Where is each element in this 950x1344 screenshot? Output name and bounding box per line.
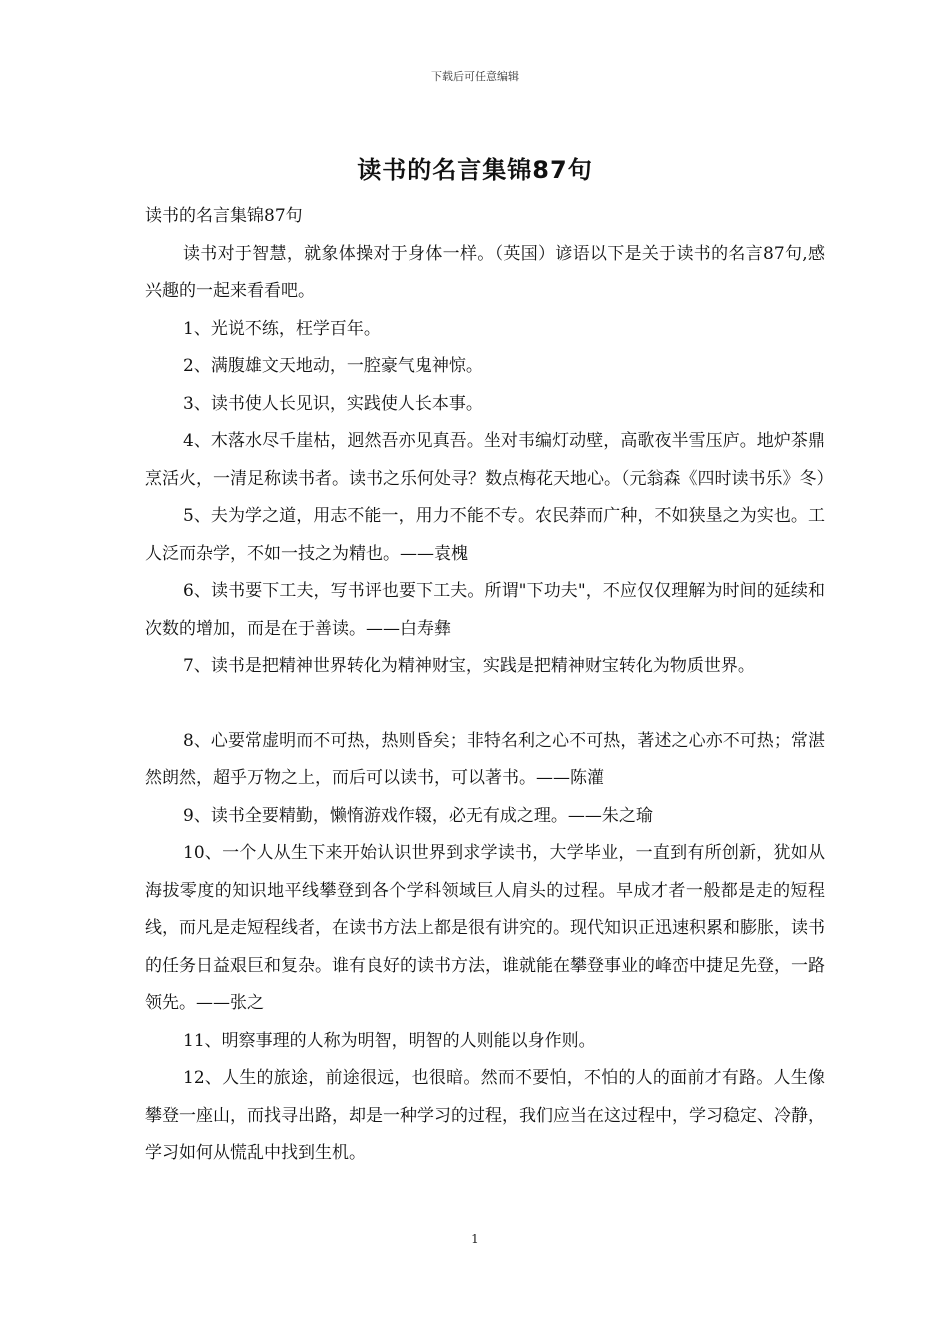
document-body (145, 198, 834, 1173)
quote-item: 8、心要常虚明而不可热，热则昏矣；非特名利之心不可热，著述之心亦不可热；常湛然朗然，超乎万物之上，而后可以读书，可以著书。——陈灌 (145, 730, 825, 788)
quote-item: 7、读书是把精神世界转化为精神财宝，实践是把精神财宝转化为物质世界。 (183, 656, 755, 676)
quote-item: 12、人生的旅途，前途很远，也很暗。然而不要怕，不怕的人的面前才有路。人生像攀登一座山，而找寻出路，却是一种学习的过程，我们应当在这过程中，学习稳定、冷静，学习如何从慌乱中找到生机。 (145, 1068, 825, 1163)
header-note: 下载后可任意编辑 (431, 70, 519, 83)
quote-item: 11、明察事理的人称为明智，明智的人则能以身作则。 (183, 1030, 596, 1051)
quote-item: 5、夫为学之道，用志不能一，用力不能不专。农民莽而广种，不如狭垦之为实也。工人泛而杂学，不如一技之为精也。——袁槐 (145, 506, 825, 564)
quote-item: 9、读书全要精勤，懒惰游戏作辍，必无有成之理。——朱之瑜 (183, 805, 653, 826)
quote-item: 1、光说不练，枉学百年。 (183, 318, 381, 339)
paragraph-gap (145, 686, 825, 723)
quote-item: 3、读书使人长见识，实践使人长本事。 (183, 393, 483, 414)
quote-item: 6、读书要下工夫，写书评也要下工夫。所谓"下功夫"，不应仅仅理解为时间的延续和次数的增加，而是在于善读。——白寿彝 (145, 581, 825, 639)
quote-item: 10、一个人从生下来开始认识世界到求学读书，大学毕业，一直到有所创新，犹如从海拔零度的知识地平线攀登到各个学科领域巨人肩头的过程。早成才者一般都是走的短程线，而凡是走短程线者，在读书方法上都是很有讲究的。现代知识正迅速积累和膨胀，读书的任务日益艰巨和复杂。谁有良好的读书方法，谁就能在攀登事业的峰峦中捷足先登，一路领先。——张之 (145, 843, 825, 1013)
subtitle: 读书的名言集锦87句 (145, 206, 303, 226)
quote-item: 2、满腹雄文天地动，一腔豪气鬼神惊。 (183, 356, 483, 376)
page-number: 1 (471, 1232, 479, 1246)
intro-paragraph: 读书对于智慧，就象体操对于身体一样。（英国）谚语以下是关于读书的名言87句,感兴趣的一起来看看吧。 (145, 243, 825, 301)
quote-item: 4、木落水尽千崖枯，迥然吾亦见真吾。坐对韦编灯动壁，高歌夜半雪压庐。地炉茶鼎烹活火，一清足称读书者。读书之乐何处寻？数点梅花天地心。（元翁森《四时读书乐》冬） (145, 431, 834, 489)
document-title: 读书的名言集锦87句 (357, 156, 593, 184)
